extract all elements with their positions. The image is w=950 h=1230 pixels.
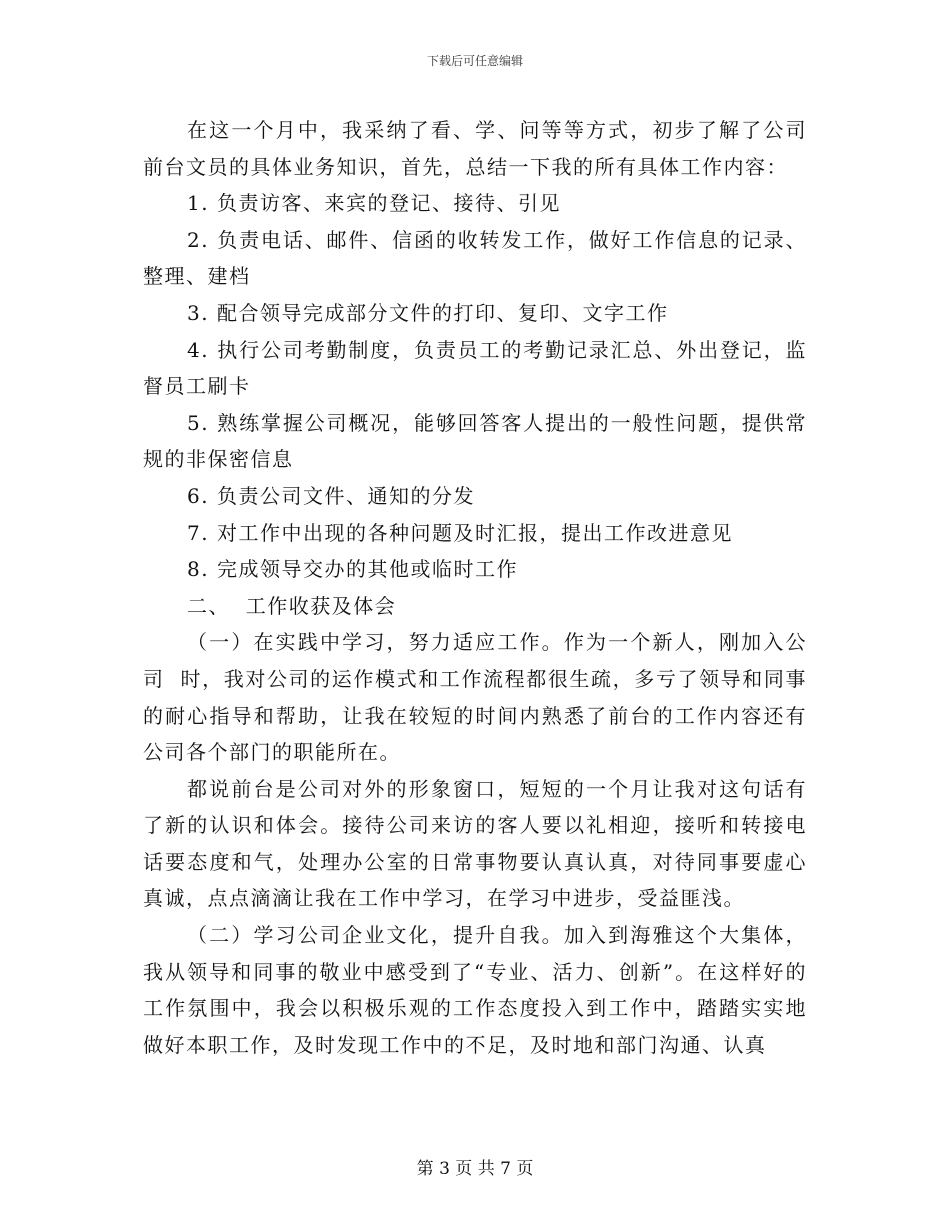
duty-item-5: 5. 熟练掌握公司概况，能够回答客人提出的一般性问题，提供常规的非保密信息 xyxy=(143,410,807,472)
document-body xyxy=(143,112,807,1063)
intro-paragraph: 在这一个月中，我采纳了看、学、问等等方式，初步了解了公司前台文员的具体业务知识，首先，总结一下我的所有具体工作内容： xyxy=(143,118,807,179)
section-paragraph-2: 都说前台是公司对外的形象窗口，短短的一个月让我对这句话有了新的认识和体会。接待公司来访的客人要以礼相迎，接听和转接电话要态度和气，处理办公室的日常事物要认真认真，对待同事要虚心真诚，点点滴滴让我在工作中学习，在学习中进步，受益匪浅。 xyxy=(143,776,807,911)
duty-item-1: 1. 负责访客、来宾的登记、接待、引见 xyxy=(187,191,561,216)
duty-item-3: 3. 配合领导完成部分文件的打印、复印、文字工作 xyxy=(187,300,669,325)
section-paragraph-1: （一）在实践中学习，努力适应工作。作为一个新人，刚加入公司 时，我对公司的运作模式和工作流程都很生疏，多亏了领导和同事的耐心指导和帮助，让我在较短的时间内熟悉了前台的工作内容还有公司各个部门的职能所在。 xyxy=(143,630,807,765)
page-number: 第 3 页 共 7 页 xyxy=(416,1159,534,1179)
duty-item-8: 8. 完成领导交办的其他或临时工作 xyxy=(187,557,518,582)
duty-item-4: 4. 执行公司考勤制度，负责员工的考勤记录汇总、外出登记，监督员工刷卡 xyxy=(143,337,807,399)
duty-item-6: 6. 负责公司文件、通知的分发 xyxy=(187,483,475,508)
section-heading: 二、 工作收获及体会 xyxy=(187,593,397,618)
duty-item-7: 7. 对工作中出现的各种问题及时汇报，提出工作改进意见 xyxy=(187,520,733,545)
section-paragraph-3: （二）学习公司企业文化，提升自我。加入到海雅这个大集体，我从领导和同事的敬业中感受到了“专业、活力、创新”。在这样好的工作氛围中，我会以积极乐观的工作态度投入到工作中，踏踏实实地做好本职工作，及时发现工作中的不足，及时地和部门沟通、认真 xyxy=(143,923,807,1057)
duty-item-2: 2. 负责电话、邮件、信函的收转发工作，做好工作信息的记录、整理、建档 xyxy=(143,227,807,289)
page-header-note: 下载后可任意编辑 xyxy=(426,54,523,68)
